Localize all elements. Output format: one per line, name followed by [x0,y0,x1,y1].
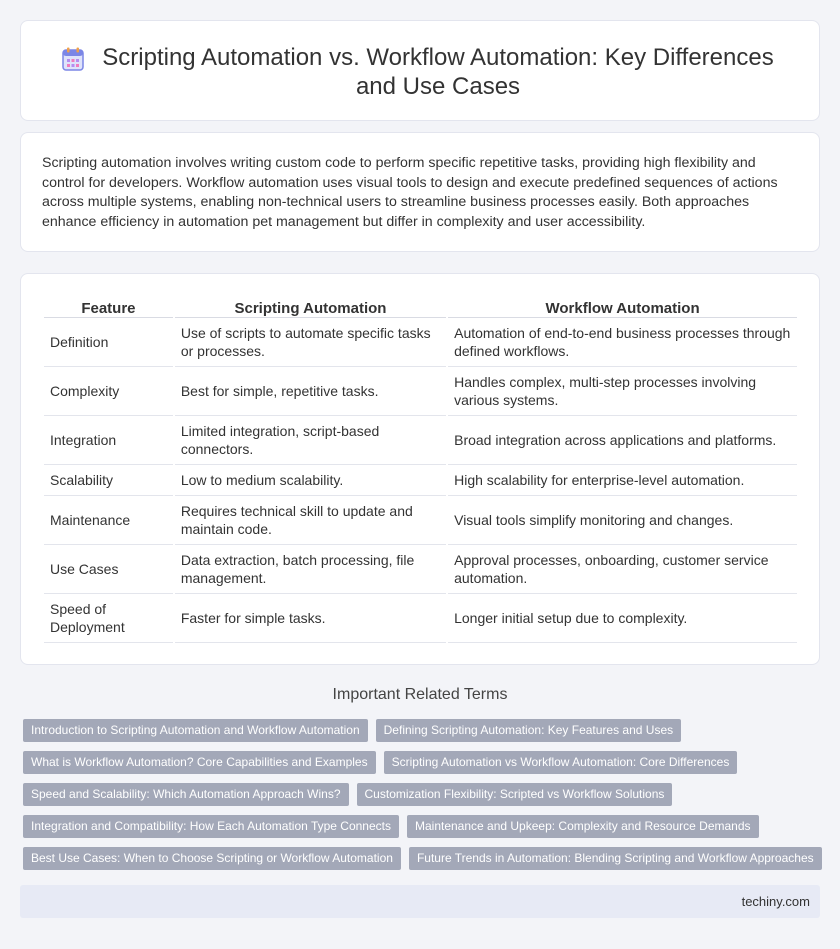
related-term-tag[interactable]: Future Trends in Automation: Blending Scripting and Workflow Approaches [409,847,822,870]
workflow-cell: Approval processes, onboarding, customer service automation. [448,545,797,594]
page-title: Scripting Automation vs. Workflow Automation: Key Differences and Use Cases [102,44,774,100]
comparison-card [20,273,820,665]
table-row [44,594,797,643]
scripting-cell: Data extraction, batch processing, file management. [175,545,446,594]
related-terms-list [23,719,823,879]
related-term-tag[interactable]: Introduction to Scripting Automation and Workflow Automation [23,719,368,742]
title-card [20,20,820,121]
feature-cell: Integration [44,416,173,465]
related-term-tag[interactable]: Scripting Automation vs Workflow Automation: Core Differences [384,751,738,774]
workflow-cell: Visual tools simplify monitoring and changes. [448,496,797,545]
related-term-tag[interactable]: Customization Flexibility: Scripted vs Workflow Solutions [357,783,673,806]
tag-row [23,847,823,870]
intro-paragraph: Scripting automation involves writing custom code to perform specific repetitive tasks, providing high flexibility and control for developers. Workflow automation uses visual tools to design and execute predefined sequences of actions across multiple systems, enabling non-technical users to streamline business processes easily. Both approaches enhance efficiency in automation pet management but differ in complexity and user accessibility. [42,155,778,230]
table-row [44,465,797,496]
related-term-tag[interactable]: Defining Scripting Automation: Key Features and Uses [376,719,682,742]
site-name[interactable]: techiny.com [741,894,810,909]
related-terms-heading: Important Related Terms [332,686,508,703]
related-term-tag[interactable]: Maintenance and Upkeep: Complexity and Resource Demands [407,815,759,838]
footer [20,885,820,918]
related-term-tag[interactable]: What is Workflow Automation? Core Capabilities and Examples [23,751,376,774]
table-row [44,545,797,594]
table-header-row [44,295,797,318]
comparison-table [42,295,799,643]
header-workflow: Workflow Automation [448,295,797,318]
related-term-tag[interactable]: Speed and Scalability: Which Automation Approach Wins? [23,783,349,806]
feature-cell: Definition [44,318,173,367]
tag-row [23,783,823,806]
header-feature: Feature [44,295,173,318]
workflow-cell: Handles complex, multi-step processes involving various systems. [448,367,797,416]
table-row [44,367,797,416]
header-scripting: Scripting Automation [175,295,446,318]
tag-row [23,751,823,774]
scripting-cell: Requires technical skill to update and maintain code. [175,496,446,545]
feature-cell: Maintenance [44,496,173,545]
workflow-cell: Broad integration across applications and platforms. [448,416,797,465]
feature-cell: Speed of Deployment [44,594,173,643]
related-term-tag[interactable]: Integration and Compatibility: How Each Automation Type Connects [23,815,399,838]
workflow-cell: Automation of end-to-end business processes through defined workflows. [448,318,797,367]
feature-cell: Use Cases [44,545,173,594]
scripting-cell: Low to medium scalability. [175,465,446,496]
feature-cell: Complexity [44,367,173,416]
scripting-cell: Limited integration, script-based connectors. [175,416,446,465]
intro-card [20,132,820,252]
scripting-cell: Faster for simple tasks. [175,594,446,643]
table-row [44,496,797,545]
table-row [44,416,797,465]
related-term-tag[interactable]: Best Use Cases: When to Choose Scripting or Workflow Automation [23,847,401,870]
tag-row [23,719,823,742]
table-row [44,318,797,367]
scripting-cell: Best for simple, repetitive tasks. [175,367,446,416]
tag-row [23,815,823,838]
feature-cell: Scalability [44,465,173,496]
workflow-cell: High scalability for enterprise-level automation. [448,465,797,496]
scripting-cell: Use of scripts to automate specific tasks or processes. [175,318,446,367]
workflow-cell: Longer initial setup due to complexity. [448,594,797,643]
